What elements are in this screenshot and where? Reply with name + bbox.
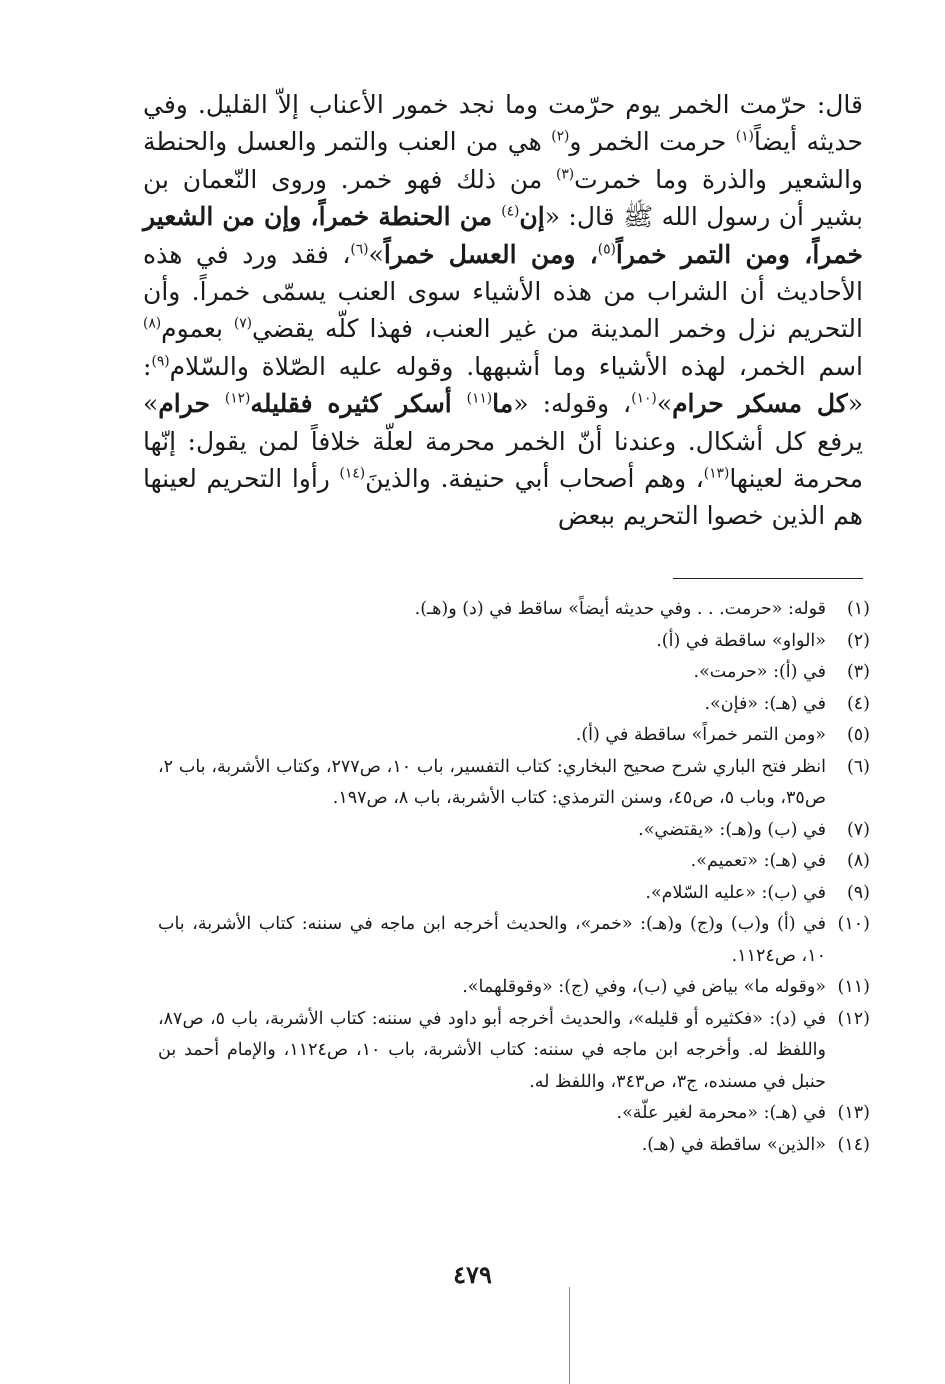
footnote xyxy=(158,657,870,689)
hadith-text: ما xyxy=(492,389,514,419)
footnote-text: «الذين» ساقطة في (هـ). xyxy=(641,1134,826,1155)
footnote-number: (٧) xyxy=(846,819,870,840)
text-run: بعموم xyxy=(161,314,234,344)
footnote xyxy=(158,1004,870,1099)
footnote-number: (٦) xyxy=(846,756,870,777)
footnote-ref[interactable]: (٢) xyxy=(551,129,570,146)
footnote-text: «الواو» ساقطة في (أ). xyxy=(656,630,826,651)
footnote-number: (٤) xyxy=(846,693,870,714)
main-text xyxy=(143,86,863,535)
footnote xyxy=(158,720,870,752)
footnote xyxy=(158,846,870,878)
footnote-ref[interactable]: (٧) xyxy=(233,316,253,333)
text-run: ، فقد ورد في هذه الأحاديث أن الشراب من هذه الأشياء سوى العنب يسمّى خمراً. وأن التحريم نزل وخمر المدينة من غير العنب، فهذا كلّه يقضي xyxy=(143,239,863,344)
footnote-number: (١) xyxy=(846,599,870,619)
footnote-text: في (د): «فكثيره أو قليله»، والحديث أخرجه أبو داود في سننه: كتاب الأشربة، باب ٥، ص٨٧، واللفظ له. وأخرجه ابن ماجه في سننه: كتاب الأشربة، باب ١٠، ص١١٢٤، والإمام أحمد بن حنبل في مسنده، ج٣، ص٣٤٣، واللفظ له. xyxy=(158,1008,826,1092)
page-number: ٤٧٩ xyxy=(453,1260,492,1289)
footnote-ref[interactable]: (١٤) xyxy=(339,465,366,482)
footnote-number: (١١) xyxy=(837,977,870,997)
footnote-ref[interactable]: (١) xyxy=(735,129,754,146)
footnote xyxy=(158,689,870,721)
hadith-text: حرام xyxy=(158,389,225,419)
footnote-ref[interactable]: (٥) xyxy=(597,241,616,258)
footnote-text: في (هـ): «محرمة لغير علّة». xyxy=(616,1103,826,1123)
footnote xyxy=(158,752,870,815)
hadith-text: إن xyxy=(519,202,545,232)
text-run: » xyxy=(656,389,673,419)
main-paragraph xyxy=(143,86,863,535)
footnote-text: في (هـ): «تعميم». xyxy=(690,851,826,871)
footnote-text: في (أ): «حرمت». xyxy=(693,662,826,682)
footnote-ref[interactable]: (٣) xyxy=(555,166,575,183)
hadith-text: ، ومن العسل خمراً xyxy=(383,239,598,269)
footnote xyxy=(158,878,870,910)
footnote-divider xyxy=(673,578,863,579)
footnote-ref[interactable]: (٨) xyxy=(143,316,162,333)
footnote xyxy=(158,909,870,972)
footnote xyxy=(158,1130,870,1162)
footnote-ref[interactable]: (١٢) xyxy=(224,390,251,407)
footnote-number: (١٠) xyxy=(837,914,870,934)
gutter-line xyxy=(569,1287,570,1384)
footnote-number: (٥) xyxy=(846,725,870,745)
footnote-number: (٢) xyxy=(846,630,870,651)
footnote-ref[interactable]: (٤) xyxy=(501,203,520,220)
text-run: من ذلك فهو خمر. وروى النّعمان بن بشير أن رسول الله ﷺ قال: « xyxy=(143,164,863,232)
footnote xyxy=(158,815,870,847)
footnote-text: في (هـ): «فإن». xyxy=(704,693,826,714)
footnote-text: «ومن التمر خمراً» ساقطة في (أ). xyxy=(575,725,826,745)
hadith-text: كل مسكر حرام xyxy=(672,389,848,419)
footnote xyxy=(158,626,870,658)
text-run: » xyxy=(368,239,384,269)
footnote-text: انظر فتح الباري شرح صحيح البخاري: كتاب التفسير، باب ١٠، ص٢٧٧، وكتاب الأشربة، باب ٢، ص٣٥، وباب ٥، ص٤٥، وسنن الترمذي: كتاب الأشربة، باب ٨، ص١٩٧. xyxy=(158,756,827,808)
footnote-text: «وقوله ما» بياض في (ب)، وفي (ج): «وقوقلهما». xyxy=(462,977,826,997)
footnote-number: (٣) xyxy=(846,662,870,682)
text-run: رأوا التحريم لعينها هم الذين خصوا التحريم ببعض xyxy=(143,464,863,531)
footnote-ref[interactable]: (١١) xyxy=(466,390,493,407)
footnote-ref[interactable]: (٩) xyxy=(151,353,170,370)
footnote-number: (٩) xyxy=(846,882,870,903)
text-run: قال: حرّمت الخمر يوم حرّمت وما نجد خمور الأعناب إلاّ القليل. وفي حديثه أيضاً xyxy=(143,90,863,157)
footnote-ref[interactable]: (١٣) xyxy=(703,465,730,482)
footnote-text: في (ب): «عليه السّلام». xyxy=(645,882,826,903)
text-run: » يرفع كل أشكال. وعندنا أنّ الخمر محرمة لعلّة خلافاً لمن يقول: إنّها محرمة لعينها xyxy=(143,389,863,494)
footnotes xyxy=(158,594,870,1161)
footnote-text: قوله: «حرمت. . . وفي حديثه أيضاً» ساقط في (د) و(هـ). xyxy=(414,599,826,619)
text-run: هي من العنب والتمر والعسل والحنطة والشعير والذرة وما خمرت xyxy=(143,127,863,194)
footnote-text: في (أ) و(ب) و(ج) و(هـ): «خمر»، والحديث أخرجه ابن ماجه في سننه: كتاب الأشربة، باب ١٠، ص١١٢٤. xyxy=(158,914,826,966)
footnote-number: (١٤) xyxy=(837,1134,870,1155)
text-run: ، وهم أصحاب أبي حنيفة. والذينَ xyxy=(365,464,704,494)
footnote-text: في (ب) و(هـ): «يقتضي». xyxy=(638,819,826,840)
text-run: اسم الخمر، لهذه الأشياء وما أشبهها. وقوله عليه الصّلاة والسّلام xyxy=(169,351,863,381)
footnote-number: (١٢) xyxy=(837,1008,870,1029)
text-run: : « xyxy=(143,351,863,419)
footnote-number: (١٣) xyxy=(837,1103,870,1123)
text-run: حرمت الخمر و xyxy=(569,127,736,157)
footnote-number: (٨) xyxy=(846,851,870,871)
hadith-text: أسكر كثيره فقليله xyxy=(250,389,467,419)
footnote xyxy=(158,972,870,1004)
hadith-text: من الحنطة خمراً، وإن من الشعير خمراً، ومن التمر خمراً xyxy=(143,202,864,269)
footnote-ref[interactable]: (١٠) xyxy=(631,390,657,407)
text-run: ، وقوله: « xyxy=(513,389,632,419)
footnote xyxy=(158,1098,870,1130)
footnote xyxy=(158,594,870,626)
footnote-ref[interactable]: (٦) xyxy=(350,241,369,258)
